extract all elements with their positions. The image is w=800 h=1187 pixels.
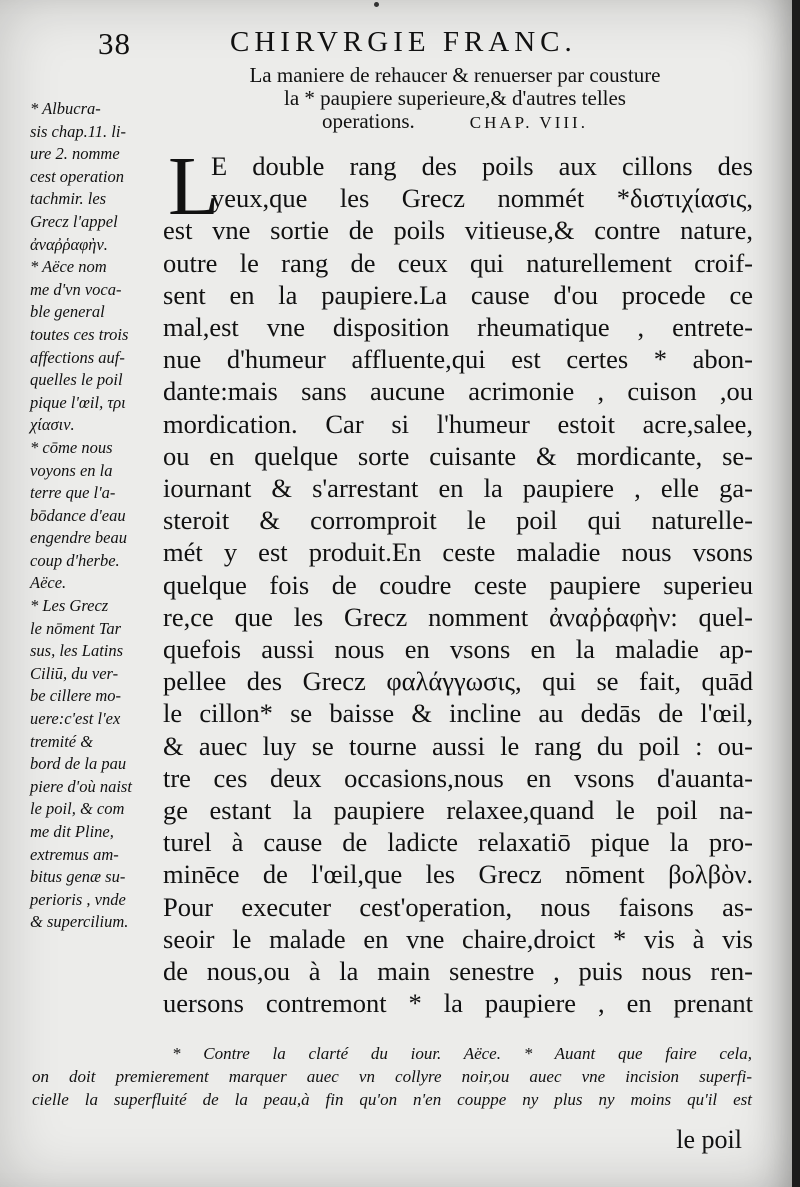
- margin-note-line: le nōment Tar: [30, 618, 122, 638]
- margin-note-line: & supercilium.: [30, 912, 129, 932]
- margin-note-line: terre que l'a-: [30, 483, 116, 503]
- body-line: mordication. Car si l'humeur estoit acre,salee,: [163, 408, 753, 439]
- body-line: minēce de l'œil,que les Grecz nōment βολβὸν.: [163, 859, 753, 890]
- margin-note-line: * Aëce nom: [30, 257, 107, 277]
- page-number: 38: [98, 26, 131, 61]
- catchword: le poil: [676, 1125, 742, 1154]
- body-line: sent en la paupiere.La cause d'ou procede ce: [163, 279, 753, 310]
- page-header: [0, 22, 792, 62]
- body-text: [163, 140, 753, 1019]
- body-line: E double rang des poils aux cillons des: [211, 151, 753, 181]
- margin-note-line: ble general: [30, 302, 105, 322]
- running-title: CHIRVRGIE FRANC.: [230, 26, 577, 58]
- body-line: yeux,que les Grecz nommét *διστιχίασις,: [211, 183, 753, 214]
- margin-note-line: le poil, & com: [30, 799, 125, 819]
- body-line: dante:mais sans aucune acrimonie , cuison ,ou: [163, 376, 753, 407]
- margin-note-line: voyons en la: [30, 460, 113, 480]
- margin-note-line: ure 2. nomme: [30, 144, 120, 164]
- chapter-title: [160, 64, 750, 134]
- margin-note-line: pique l'œil, τρι: [30, 392, 126, 412]
- chapter-title-line-text: operations.: [322, 109, 415, 133]
- margin-note-line: cest operation: [30, 166, 124, 186]
- margin-note-line: me d'vn voca-: [30, 279, 122, 299]
- margin-note-line: * Les Grecz: [30, 596, 109, 616]
- body-line: quelque fois de coudre ceste paupiere superieu: [163, 569, 753, 600]
- margin-note-line: quelles le poil: [30, 370, 123, 390]
- margin-note-line: toutes ces trois: [30, 324, 129, 344]
- margin-note-line: extremus am-: [30, 844, 119, 864]
- body-line: pellee des Grecz φαλάγγωσις, qui se fait, quād: [163, 666, 753, 697]
- margin-note-line: perioris , vnde: [30, 889, 126, 909]
- margin-note-line: Aëce.: [30, 573, 67, 593]
- body-line: seoir le malade en vne chaire,droict * vis à vis: [163, 923, 753, 954]
- body-line: & auec luy se tourne aussi le rang du poil : ou-: [163, 730, 753, 761]
- chapter-title-line: La maniere de rehaucer & renuerser par cousture: [249, 63, 661, 87]
- margin-note-line: χίασιν.: [30, 415, 75, 435]
- footnotes: [32, 1042, 752, 1111]
- margin-note-line: coup d'herbe.: [30, 550, 120, 570]
- body-line: de nous,ou à la main senestre , puis nous ren-: [163, 956, 753, 987]
- margin-note-line: piere d'où naist: [30, 776, 132, 796]
- body-line: mal,est vne disposition rheumatique , entrete-: [163, 312, 753, 343]
- body-line: nue d'humeur affluente,qui est certes * abon-: [163, 344, 753, 375]
- margin-note-line: bord de la pau: [30, 754, 127, 774]
- body-line: ou en quelque sorte cuisante & mordicante, se-: [163, 440, 753, 471]
- body-line: re,ce que les Grecz nomment ἀναῤῥαφὴν: quel-: [163, 601, 753, 632]
- margin-note-line: tremité &: [30, 731, 94, 751]
- margin-notes: [30, 98, 162, 934]
- margin-note-line: be cillere mo-: [30, 686, 122, 706]
- margin-note-line: * cōme nous: [30, 437, 113, 457]
- margin-note-line: me dit Pline,: [30, 822, 114, 841]
- footnote-line: on doit premierement marquer auec vn collyre noir,ou auec vne incision superfi-: [32, 1067, 752, 1086]
- margin-note-line: bitus genæ su-: [30, 867, 126, 887]
- margin-note-line: affections auf-: [30, 347, 125, 367]
- chapter-number: CHAP. VIII.: [469, 113, 588, 132]
- margin-note-line: Ciliū, du ver-: [30, 663, 119, 683]
- margin-note-line: uere:c'est l'ex: [30, 709, 121, 729]
- book-gutter: [792, 0, 800, 1187]
- footnote-line: * Contre la clarté du iour. Aëce. * Auant que faire cela,: [172, 1044, 752, 1063]
- chapter-title-line: la * paupiere superieure,& d'autres telles: [284, 86, 626, 110]
- body-line: Pour executer cest'operation, nous faisons as-: [163, 891, 753, 922]
- body-line: outre le rang de ceux qui naturellement croif-: [163, 247, 753, 278]
- margin-note-line: bōdance d'eau: [30, 505, 126, 525]
- body-line: est vne sortie de poils vitieuse,& contre nature,: [163, 215, 753, 246]
- footnote-line: cielle la superfluité de la peau,à fin qu'on n'en couppe ny plus ny moins qu'il est: [32, 1090, 752, 1109]
- body-line: quefois aussi nous en vsons en la maladie ap-: [163, 634, 753, 665]
- body-line: uersons contremont * la paupiere , en prenant: [163, 988, 753, 1019]
- printer-mark: [374, 2, 379, 7]
- chapter-title-line: [160, 110, 750, 134]
- body-line: steroit & corromproit le poil qui naturelle-: [163, 505, 753, 536]
- margin-note-line: ἀναῤῥαφὴν.: [30, 234, 108, 254]
- margin-note-line: Grecz l'appel: [30, 211, 118, 231]
- margin-note-line: sus, les Latins: [30, 641, 124, 661]
- body-line: tre ces deux occasions,nous en vsons d'auanta-: [163, 762, 753, 793]
- drop-cap: L: [168, 140, 220, 233]
- margin-note-line: tachmir. les: [30, 189, 107, 209]
- margin-note-line: * Albucra-: [30, 99, 101, 118]
- body-line: mét y est produit.En ceste maladie nous vsons: [163, 537, 753, 568]
- body-line: iournant & s'arrestant en la paupiere , elle ga-: [163, 473, 753, 504]
- margin-note-line: sis chap.11. li-: [30, 121, 126, 141]
- body-line: ge estant la paupiere relaxee,quand le poil na-: [163, 795, 753, 826]
- body-line: le cillon* se baisse & incline au dedās de l'œil,: [163, 698, 753, 729]
- body-line: turel à cause de ladicte relaxatiō pique la pro-: [163, 827, 753, 858]
- margin-note-line: engendre beau: [30, 528, 127, 548]
